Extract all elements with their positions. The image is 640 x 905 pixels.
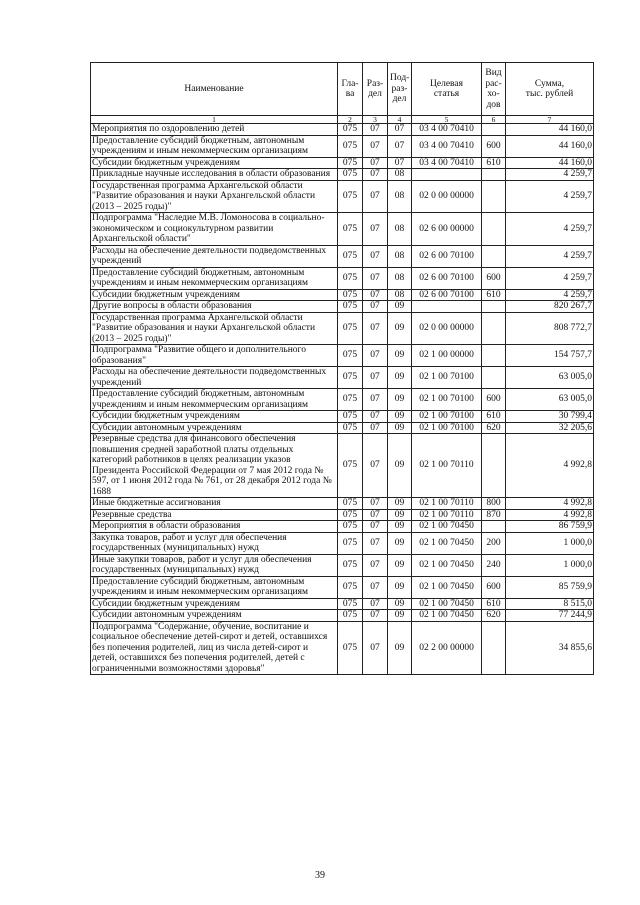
row-section: 07 xyxy=(363,434,388,498)
budget-table xyxy=(90,62,594,675)
row-sum: 4 259,7 xyxy=(506,289,594,301)
table-row xyxy=(91,213,594,246)
row-target: 02 1 00 70100 xyxy=(412,422,482,434)
header-name: Наименование xyxy=(91,63,338,116)
table-row xyxy=(91,422,594,434)
row-section: 07 xyxy=(363,610,388,622)
row-sum: 808 772,7 xyxy=(506,312,594,345)
row-name: Иные закупки товаров, работ и услуг для обеспечения государственных (муниципальных) нужд xyxy=(91,554,338,576)
row-name: Подпрограмма "Наследие М.В. Ломоносова в социально-экономическом и социокультурном развитии Архангельской области" xyxy=(91,213,338,246)
row-sum: 4 259,7 xyxy=(506,169,594,181)
row-section: 07 xyxy=(363,509,388,521)
row-sum: 4 992,8 xyxy=(506,498,594,510)
col-number: 1 xyxy=(91,116,338,124)
row-subsection: 09 xyxy=(388,434,412,498)
row-chapter: 075 xyxy=(338,301,363,313)
row-name: Расходы на обеспечение деятельности подведомственных учреждений xyxy=(91,367,338,389)
row-expense-type: 800 xyxy=(482,498,506,510)
table-row xyxy=(91,157,594,169)
row-expense-type xyxy=(482,213,506,246)
row-subsection: 09 xyxy=(388,411,412,423)
row-target: 02 1 00 70110 xyxy=(412,498,482,510)
table-row xyxy=(91,532,594,554)
row-target xyxy=(412,169,482,181)
row-chapter: 075 xyxy=(338,135,363,157)
row-name: Резервные средства для финансового обеспечения повышения средней заработной платы отдельных категорий работников в целях реализации указов Президента Российской Федерации от 7 мая 2012 года № 597, от 1 июня 2012 года № 761, от 28 декабря 2012 года № 1688 xyxy=(91,434,338,498)
table-row xyxy=(91,411,594,423)
col-number: 6 xyxy=(482,116,506,124)
row-sum: 154 757,7 xyxy=(506,345,594,367)
row-sum: 32 205,6 xyxy=(506,422,594,434)
column-number-row xyxy=(91,116,594,124)
table-row xyxy=(91,289,594,301)
row-sum: 34 855,6 xyxy=(506,621,594,675)
col-number: 2 xyxy=(338,116,363,124)
table-row xyxy=(91,345,594,367)
row-subsection: 09 xyxy=(388,554,412,576)
row-target: 02 6 00 00000 xyxy=(412,213,482,246)
row-sum: 63 005,0 xyxy=(506,389,594,411)
row-subsection: 08 xyxy=(388,267,412,289)
header-row xyxy=(91,63,594,116)
row-target: 02 1 00 70100 xyxy=(412,411,482,423)
row-subsection: 09 xyxy=(388,367,412,389)
row-subsection: 09 xyxy=(388,521,412,533)
col-number: 5 xyxy=(412,116,482,124)
row-section: 07 xyxy=(363,598,388,610)
row-section: 07 xyxy=(363,135,388,157)
row-name: Государственная программа Архангельской области "Развитие образования и науки Архангельской области (2013 – 2025 годы)" xyxy=(91,180,338,213)
row-sum: 4 992,8 xyxy=(506,434,594,498)
table-row xyxy=(91,598,594,610)
row-subsection: 09 xyxy=(388,576,412,598)
header-sum: Сумма, тыс. рублей xyxy=(506,63,594,116)
row-chapter: 075 xyxy=(338,289,363,301)
row-target: 02 1 00 00000 xyxy=(412,345,482,367)
row-chapter: 075 xyxy=(338,532,363,554)
row-target: 02 1 00 70110 xyxy=(412,509,482,521)
row-expense-type xyxy=(482,180,506,213)
row-chapter: 075 xyxy=(338,422,363,434)
table-row xyxy=(91,509,594,521)
row-expense-type: 610 xyxy=(482,289,506,301)
row-subsection: 09 xyxy=(388,498,412,510)
row-name: Закупка товаров, работ и услуг для обеспечения государственных (муниципальных) нужд xyxy=(91,532,338,554)
row-target: 02 1 00 70450 xyxy=(412,598,482,610)
row-subsection: 07 xyxy=(388,157,412,169)
row-expense-type: 240 xyxy=(482,554,506,576)
row-section: 07 xyxy=(363,345,388,367)
row-target: 03 4 00 70410 xyxy=(412,135,482,157)
row-section: 07 xyxy=(363,576,388,598)
row-chapter: 075 xyxy=(338,521,363,533)
table-row xyxy=(91,301,594,313)
row-name: Предоставление субсидий бюджетным, автономным учреждениям и иным некоммерческим организациям xyxy=(91,135,338,157)
row-sum: 44 160,0 xyxy=(506,124,594,136)
row-sum: 77 244,9 xyxy=(506,610,594,622)
row-section: 07 xyxy=(363,213,388,246)
row-expense-type xyxy=(482,367,506,389)
table-row xyxy=(91,554,594,576)
row-expense-type: 610 xyxy=(482,411,506,423)
row-sum: 44 160,0 xyxy=(506,157,594,169)
row-subsection: 08 xyxy=(388,180,412,213)
table-row xyxy=(91,169,594,181)
row-target: 03 4 00 70410 xyxy=(412,124,482,136)
header-subsection: Под- раз- дел xyxy=(388,63,412,116)
row-chapter: 075 xyxy=(338,554,363,576)
row-target: 02 6 00 70100 xyxy=(412,289,482,301)
row-expense-type xyxy=(482,301,506,313)
row-chapter: 075 xyxy=(338,621,363,675)
row-chapter: 075 xyxy=(338,157,363,169)
row-subsection: 09 xyxy=(388,301,412,313)
row-chapter: 075 xyxy=(338,598,363,610)
row-name: Другие вопросы в области образования xyxy=(91,301,338,313)
row-chapter: 075 xyxy=(338,169,363,181)
row-expense-type xyxy=(482,312,506,345)
row-name: Предоставление субсидий бюджетным, автономным учреждениям и иным некоммерческим организациям xyxy=(91,576,338,598)
row-section: 07 xyxy=(363,554,388,576)
row-chapter: 075 xyxy=(338,576,363,598)
row-section: 07 xyxy=(363,498,388,510)
row-expense-type: 600 xyxy=(482,135,506,157)
table-row xyxy=(91,389,594,411)
row-section: 07 xyxy=(363,367,388,389)
row-section: 07 xyxy=(363,124,388,136)
row-sum: 4 259,7 xyxy=(506,267,594,289)
col-number: 4 xyxy=(388,116,412,124)
row-name: Субсидии автономным учреждениям xyxy=(91,422,338,434)
row-sum: 86 759,9 xyxy=(506,521,594,533)
row-expense-type: 620 xyxy=(482,610,506,622)
row-sum: 85 759,9 xyxy=(506,576,594,598)
row-target: 02 1 00 70450 xyxy=(412,554,482,576)
table-row xyxy=(91,621,594,675)
row-expense-type xyxy=(482,521,506,533)
row-name: Субсидии бюджетным учреждениям xyxy=(91,157,338,169)
row-name: Предоставление субсидий бюджетным, автономным учреждениям и иным некоммерческим организациям xyxy=(91,389,338,411)
table-row xyxy=(91,610,594,622)
row-section: 07 xyxy=(363,157,388,169)
table-row xyxy=(91,434,594,498)
row-subsection: 08 xyxy=(388,245,412,267)
row-target xyxy=(412,301,482,313)
table-row xyxy=(91,576,594,598)
row-sum: 4 259,7 xyxy=(506,213,594,246)
row-section: 07 xyxy=(363,422,388,434)
col-number: 3 xyxy=(363,116,388,124)
row-name: Государственная программа Архангельской области "Развитие образования и науки Архангельской области (2013 – 2025 годы)" xyxy=(91,312,338,345)
row-chapter: 075 xyxy=(338,434,363,498)
row-expense-type xyxy=(482,124,506,136)
table-row xyxy=(91,312,594,345)
row-expense-type xyxy=(482,245,506,267)
row-subsection: 09 xyxy=(388,532,412,554)
row-target: 02 2 00 00000 xyxy=(412,621,482,675)
row-chapter: 075 xyxy=(338,267,363,289)
table-row xyxy=(91,367,594,389)
row-chapter: 075 xyxy=(338,312,363,345)
row-sum: 44 160,0 xyxy=(506,135,594,157)
row-section: 07 xyxy=(363,180,388,213)
row-name: Подпрограмма "Содержание, обучение, воспитание и социальное обеспечение детей-сирот и детей, оставшихся без попечения родителей, лиц из числа детей-сирот и детей, оставшихся без попечения родителей, детей с ограниченными возможностями здоровья" xyxy=(91,621,338,675)
budget-table-page xyxy=(90,62,593,675)
row-target: 02 0 00 00000 xyxy=(412,180,482,213)
table-row xyxy=(91,124,594,136)
table-row xyxy=(91,180,594,213)
row-subsection: 08 xyxy=(388,169,412,181)
row-subsection: 09 xyxy=(388,610,412,622)
row-expense-type: 600 xyxy=(482,389,506,411)
row-chapter: 075 xyxy=(338,610,363,622)
row-name: Субсидии бюджетным учреждениям xyxy=(91,411,338,423)
row-section: 07 xyxy=(363,389,388,411)
table-row xyxy=(91,521,594,533)
row-subsection: 07 xyxy=(388,135,412,157)
col-number: 7 xyxy=(506,116,594,124)
row-name: Расходы на обеспечение деятельности подведомственных учреждений xyxy=(91,245,338,267)
row-expense-type: 870 xyxy=(482,509,506,521)
row-sum: 4 992,8 xyxy=(506,509,594,521)
row-expense-type xyxy=(482,169,506,181)
row-subsection: 09 xyxy=(388,621,412,675)
row-target: 02 1 00 70100 xyxy=(412,389,482,411)
row-name: Субсидии бюджетным учреждениям xyxy=(91,598,338,610)
row-name: Субсидии автономным учреждениям xyxy=(91,610,338,622)
row-name: Подпрограмма "Развитие общего и дополнительного образования" xyxy=(91,345,338,367)
row-section: 07 xyxy=(363,169,388,181)
row-chapter: 075 xyxy=(338,213,363,246)
row-section: 07 xyxy=(363,621,388,675)
row-sum: 4 259,7 xyxy=(506,245,594,267)
header-chapter: Гла- ва xyxy=(338,63,363,116)
page-number: 39 xyxy=(315,870,325,881)
row-chapter: 075 xyxy=(338,509,363,521)
row-section: 07 xyxy=(363,312,388,345)
row-section: 07 xyxy=(363,267,388,289)
row-section: 07 xyxy=(363,289,388,301)
table-row xyxy=(91,245,594,267)
header-expense-type: Вид рас- хо- дов xyxy=(482,63,506,116)
row-name: Предоставление субсидий бюджетным, автономным учреждениям и иным некоммерческим организациям xyxy=(91,267,338,289)
row-subsection: 09 xyxy=(388,345,412,367)
row-expense-type xyxy=(482,434,506,498)
row-target: 02 6 00 70100 xyxy=(412,245,482,267)
row-section: 07 xyxy=(363,245,388,267)
table-row xyxy=(91,135,594,157)
row-expense-type: 610 xyxy=(482,157,506,169)
row-section: 07 xyxy=(363,532,388,554)
row-expense-type xyxy=(482,345,506,367)
row-sum: 8 515,0 xyxy=(506,598,594,610)
row-section: 07 xyxy=(363,411,388,423)
row-section: 07 xyxy=(363,521,388,533)
row-sum: 30 799,4 xyxy=(506,411,594,423)
row-target: 02 1 00 70110 xyxy=(412,434,482,498)
row-chapter: 075 xyxy=(338,411,363,423)
row-subsection: 07 xyxy=(388,124,412,136)
table-body xyxy=(91,124,594,675)
row-name: Прикладные научные исследования в области образования xyxy=(91,169,338,181)
row-sum: 1 000,0 xyxy=(506,554,594,576)
row-expense-type: 610 xyxy=(482,598,506,610)
row-sum: 1 000,0 xyxy=(506,532,594,554)
row-name: Мероприятия по оздоровлению детей xyxy=(91,124,338,136)
row-chapter: 075 xyxy=(338,345,363,367)
row-target: 02 1 00 70450 xyxy=(412,521,482,533)
row-chapter: 075 xyxy=(338,180,363,213)
table-row xyxy=(91,498,594,510)
row-subsection: 08 xyxy=(388,289,412,301)
row-expense-type: 600 xyxy=(482,576,506,598)
row-chapter: 075 xyxy=(338,367,363,389)
row-subsection: 09 xyxy=(388,509,412,521)
header-section: Раз- дел xyxy=(363,63,388,116)
row-expense-type: 620 xyxy=(482,422,506,434)
row-sum: 820 267,7 xyxy=(506,301,594,313)
row-chapter: 075 xyxy=(338,124,363,136)
row-name: Мероприятия в области образования xyxy=(91,521,338,533)
row-chapter: 075 xyxy=(338,245,363,267)
row-target: 02 0 00 00000 xyxy=(412,312,482,345)
row-chapter: 075 xyxy=(338,389,363,411)
header-target: Целевая статья xyxy=(412,63,482,116)
row-chapter: 075 xyxy=(338,498,363,510)
row-target: 02 1 00 70450 xyxy=(412,576,482,598)
row-subsection: 09 xyxy=(388,312,412,345)
row-target: 03 4 00 70410 xyxy=(412,157,482,169)
row-expense-type xyxy=(482,621,506,675)
row-expense-type: 600 xyxy=(482,267,506,289)
row-target: 02 1 00 70100 xyxy=(412,367,482,389)
row-subsection: 09 xyxy=(388,598,412,610)
row-subsection: 08 xyxy=(388,213,412,246)
row-target: 02 6 00 70100 xyxy=(412,267,482,289)
row-subsection: 09 xyxy=(388,422,412,434)
row-target: 02 1 00 70450 xyxy=(412,532,482,554)
row-subsection: 09 xyxy=(388,389,412,411)
row-name: Резервные средства xyxy=(91,509,338,521)
table-row xyxy=(91,267,594,289)
row-name: Иные бюджетные ассигнования xyxy=(91,498,338,510)
row-name: Субсидии бюджетным учреждениям xyxy=(91,289,338,301)
row-sum: 63 005,0 xyxy=(506,367,594,389)
row-expense-type: 200 xyxy=(482,532,506,554)
row-target: 02 1 00 70450 xyxy=(412,610,482,622)
row-section: 07 xyxy=(363,301,388,313)
row-sum: 4 259,7 xyxy=(506,180,594,213)
